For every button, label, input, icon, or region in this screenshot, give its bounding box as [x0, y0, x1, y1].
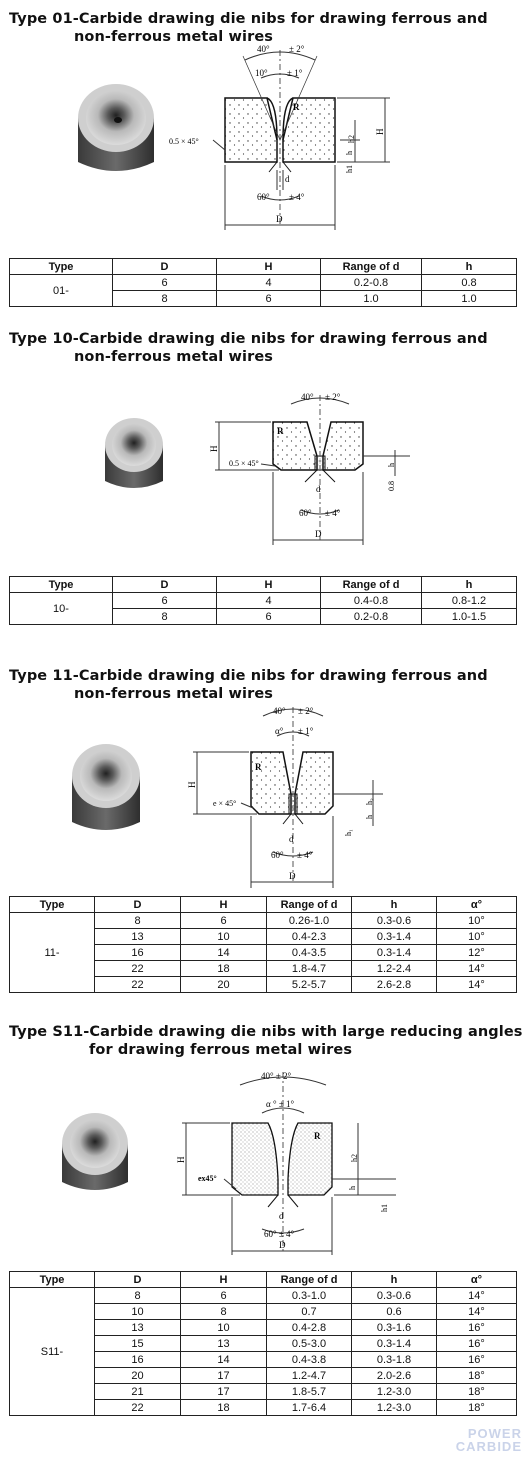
svg-text:0.8: 0.8 [387, 481, 396, 491]
svg-text:h1: h1 [380, 1204, 389, 1212]
svg-text:10°: 10° [255, 68, 268, 78]
section-title [9, 1023, 523, 1059]
svg-text:D: D [279, 1240, 286, 1250]
table-row [10, 913, 517, 929]
cell-alpha: 18° [437, 1368, 517, 1384]
watermark-logo [456, 1427, 522, 1453]
cell-alpha: 16° [437, 1320, 517, 1336]
cell-H: 10 [181, 929, 267, 945]
svg-text:R: R [314, 1131, 321, 1141]
svg-text:40° ± 2°: 40° ± 2° [261, 1071, 292, 1081]
header-H: H [217, 259, 321, 275]
cell-range-d: 0.4-3.8 [267, 1352, 352, 1368]
svg-text:h: h [348, 1186, 357, 1190]
cell-h: 0.3-1.4 [352, 945, 437, 961]
section-type-01 [0, 0, 530, 320]
cell-D: 22 [95, 961, 181, 977]
svg-text:d: d [316, 484, 321, 494]
header-D: D [113, 259, 217, 275]
header-range-d: Range of d [321, 259, 422, 275]
svg-text:H: H [375, 128, 385, 135]
header-alpha: α° [437, 897, 517, 913]
cell-range-d: 1.7-6.4 [267, 1400, 352, 1416]
svg-text:40°: 40° [257, 44, 270, 54]
cell-D: 6 [113, 275, 217, 291]
svg-text:60° ± 4°: 60° ± 4° [264, 1229, 295, 1239]
svg-text:h: h [387, 463, 396, 467]
svg-text:60°: 60° [257, 192, 270, 202]
cell-D: 8 [113, 609, 217, 625]
section-type-11 [0, 658, 530, 1010]
cell-H: 4 [217, 275, 321, 291]
header-type: Type [10, 897, 95, 913]
title-line-1: Type 10-Carbide drawing die nibs for drawing ferrous and [9, 331, 488, 347]
svg-text:± 2°: ± 2° [289, 44, 305, 54]
cell-range-d: 0.4-2.8 [267, 1320, 352, 1336]
cell-D: 20 [95, 1368, 181, 1384]
cell-alpha: 16° [437, 1352, 517, 1368]
type-cell: S11- [10, 1288, 95, 1416]
svg-text:h: h [345, 151, 354, 155]
cell-D: 15 [95, 1336, 181, 1352]
cell-h: 0.3-1.6 [352, 1320, 437, 1336]
svg-text:d: d [289, 834, 294, 844]
cell-h: 2.6-2.8 [352, 977, 437, 993]
svg-text:h₁: h₁ [344, 829, 353, 836]
type-cell: 10- [10, 593, 113, 625]
table-row [10, 275, 517, 291]
cell-h: 2.0-2.6 [352, 1368, 437, 1384]
spec-table [9, 576, 517, 625]
cell-h: 1.2-3.0 [352, 1400, 437, 1416]
svg-text:D: D [315, 529, 322, 539]
cell-D: 10 [95, 1304, 181, 1320]
header-h: h [422, 577, 517, 593]
svg-text:α°: α° [275, 726, 284, 736]
die-nib-photo [58, 1110, 132, 1198]
svg-text:0.5 × 45°: 0.5 × 45° [229, 459, 259, 468]
svg-text:± 1°: ± 1° [287, 68, 303, 78]
section-type-s11 [0, 1015, 530, 1459]
cell-alpha: 14° [437, 1288, 517, 1304]
cell-alpha: 18° [437, 1384, 517, 1400]
header-H: H [217, 577, 321, 593]
title-line-1: Type S11-Carbide drawing die nibs with large reducing angles [9, 1024, 523, 1040]
technical-drawing [168, 1067, 400, 1259]
svg-text:d: d [279, 1211, 284, 1221]
cell-H: 6 [217, 609, 321, 625]
die-nib-photo [74, 80, 158, 180]
cell-range-d: 1.0 [321, 291, 422, 307]
table-header-row [10, 897, 517, 913]
watermark-line-1: POWER [467, 1426, 522, 1441]
cell-H: 8 [181, 1304, 267, 1320]
section-title [9, 667, 488, 703]
cell-h: 1.0-1.5 [422, 609, 517, 625]
header-h: h [352, 1272, 437, 1288]
svg-text:H: H [187, 781, 197, 788]
svg-text:h2: h2 [347, 135, 356, 143]
cell-h: 0.8-1.2 [422, 593, 517, 609]
svg-text:± 4°: ± 4° [289, 192, 305, 202]
table-header-row [10, 1272, 517, 1288]
cell-h: 0.3-1.4 [352, 1336, 437, 1352]
cell-H: 20 [181, 977, 267, 993]
table-header-row [10, 577, 517, 593]
table-header-row [10, 259, 517, 275]
table-row [10, 1288, 517, 1304]
header-range-d: Range of d [267, 897, 352, 913]
technical-drawing [195, 390, 415, 550]
title-line-2: non-ferrous metal wires [74, 29, 273, 45]
cell-alpha: 10° [437, 913, 517, 929]
cell-range-d: 1.2-4.7 [267, 1368, 352, 1384]
svg-text:60°: 60° [299, 508, 312, 518]
cell-alpha: 12° [437, 945, 517, 961]
die-nib-photo [102, 415, 166, 495]
cell-range-d: 5.2-5.7 [267, 977, 352, 993]
cell-D: 6 [113, 593, 217, 609]
svg-text:± 2°: ± 2° [325, 392, 341, 402]
type-cell: 01- [10, 275, 113, 307]
cell-h: 0.3-1.8 [352, 1352, 437, 1368]
svg-text:± 4°: ± 4° [325, 508, 341, 518]
svg-text:R: R [277, 426, 284, 436]
header-D: D [113, 577, 217, 593]
cell-H: 13 [181, 1336, 267, 1352]
svg-text:h: h [365, 815, 374, 819]
spec-table [9, 258, 517, 307]
svg-text:60°: 60° [271, 850, 284, 860]
svg-text:± 2°: ± 2° [298, 706, 314, 716]
svg-text:h2: h2 [350, 1154, 359, 1162]
cell-range-d: 0.4-0.8 [321, 593, 422, 609]
cell-range-d: 0.2-0.8 [321, 609, 422, 625]
table-row [10, 593, 517, 609]
cell-h: 1.2-2.4 [352, 961, 437, 977]
cell-range-d: 1.8-4.7 [267, 961, 352, 977]
type-cell: 11- [10, 913, 95, 993]
header-alpha: α° [437, 1272, 517, 1288]
cell-D: 8 [113, 291, 217, 307]
cell-alpha: 16° [437, 1336, 517, 1352]
section-title [9, 330, 488, 366]
cell-alpha: 14° [437, 977, 517, 993]
svg-text:± 4°: ± 4° [297, 850, 313, 860]
svg-text:R: R [255, 762, 262, 772]
cell-h: 1.0 [422, 291, 517, 307]
cell-H: 10 [181, 1320, 267, 1336]
svg-text:H: H [209, 445, 219, 452]
title-line-1: Type 11-Carbide drawing die nibs for drawing ferrous and [9, 668, 488, 684]
header-range-d: Range of d [321, 577, 422, 593]
cell-D: 16 [95, 1352, 181, 1368]
cell-D: 8 [95, 913, 181, 929]
cell-H: 6 [181, 913, 267, 929]
svg-text:D: D [276, 214, 283, 224]
cell-h: 0.6 [352, 1304, 437, 1320]
header-type: Type [10, 259, 113, 275]
cell-h: 0.3-0.6 [352, 913, 437, 929]
cell-alpha: 10° [437, 929, 517, 945]
cell-range-d: 1.8-5.7 [267, 1384, 352, 1400]
svg-text:± 1°: ± 1° [298, 726, 314, 736]
cell-D: 21 [95, 1384, 181, 1400]
cell-h: 0.8 [422, 275, 517, 291]
cell-h: 0.3-0.6 [352, 1288, 437, 1304]
svg-text:40°: 40° [273, 706, 286, 716]
spec-table [9, 1271, 517, 1416]
cell-range-d: 0.26-1.0 [267, 913, 352, 929]
header-type: Type [10, 577, 113, 593]
cell-alpha: 14° [437, 961, 517, 977]
cell-H: 18 [181, 961, 267, 977]
cell-h: 0.3-1.4 [352, 929, 437, 945]
header-H: H [181, 1272, 267, 1288]
svg-text:ex45°: ex45° [198, 1174, 217, 1183]
technical-drawing [183, 702, 403, 892]
cell-D: 16 [95, 945, 181, 961]
cell-D: 8 [95, 1288, 181, 1304]
cell-H: 6 [181, 1288, 267, 1304]
svg-text:h₂: h₂ [365, 798, 374, 805]
cell-h: 1.2-3.0 [352, 1384, 437, 1400]
cell-H: 6 [217, 291, 321, 307]
section-type-10 [0, 320, 530, 650]
cell-H: 14 [181, 945, 267, 961]
title-line-2: non-ferrous metal wires [74, 349, 273, 365]
header-range-d: Range of d [267, 1272, 352, 1288]
technical-drawing [165, 40, 405, 235]
die-nib-photo [68, 740, 144, 838]
cell-D: 13 [95, 929, 181, 945]
cell-range-d: 0.5-3.0 [267, 1336, 352, 1352]
svg-text:h1: h1 [345, 165, 354, 173]
spec-table [9, 896, 517, 993]
header-D: D [95, 897, 181, 913]
svg-text:d: d [285, 174, 290, 184]
svg-text:H: H [176, 1156, 186, 1163]
header-h: h [352, 897, 437, 913]
cell-H: 4 [217, 593, 321, 609]
cell-range-d: 0.4-3.5 [267, 945, 352, 961]
cell-H: 17 [181, 1384, 267, 1400]
svg-text:D: D [289, 871, 296, 881]
cell-H: 14 [181, 1352, 267, 1368]
title-line-1: Type 01-Carbide drawing die nibs for drawing ferrous and [9, 11, 488, 27]
title-line-2: for drawing ferrous metal wires [89, 1042, 353, 1058]
header-type: Type [10, 1272, 95, 1288]
svg-text:α ° ± 1°: α ° ± 1° [266, 1099, 295, 1109]
cell-alpha: 18° [437, 1400, 517, 1416]
cell-range-d: 0.3-1.0 [267, 1288, 352, 1304]
watermark-line-2: CARBIDE [455, 1439, 522, 1454]
cell-range-d: 0.2-0.8 [321, 275, 422, 291]
svg-text:R: R [293, 102, 300, 112]
cell-H: 17 [181, 1368, 267, 1384]
svg-text:0.5 × 45°: 0.5 × 45° [169, 137, 199, 146]
header-D: D [95, 1272, 181, 1288]
header-h: h [422, 259, 517, 275]
cell-D: 22 [95, 1400, 181, 1416]
cell-D: 22 [95, 977, 181, 993]
cell-D: 13 [95, 1320, 181, 1336]
cell-range-d: 0.4-2.3 [267, 929, 352, 945]
header-H: H [181, 897, 267, 913]
svg-text:40°: 40° [301, 392, 314, 402]
cell-range-d: 0.7 [267, 1304, 352, 1320]
cell-H: 18 [181, 1400, 267, 1416]
svg-text:e × 45°: e × 45° [213, 799, 237, 808]
cell-alpha: 14° [437, 1304, 517, 1320]
title-line-2: non-ferrous metal wires [74, 686, 273, 702]
